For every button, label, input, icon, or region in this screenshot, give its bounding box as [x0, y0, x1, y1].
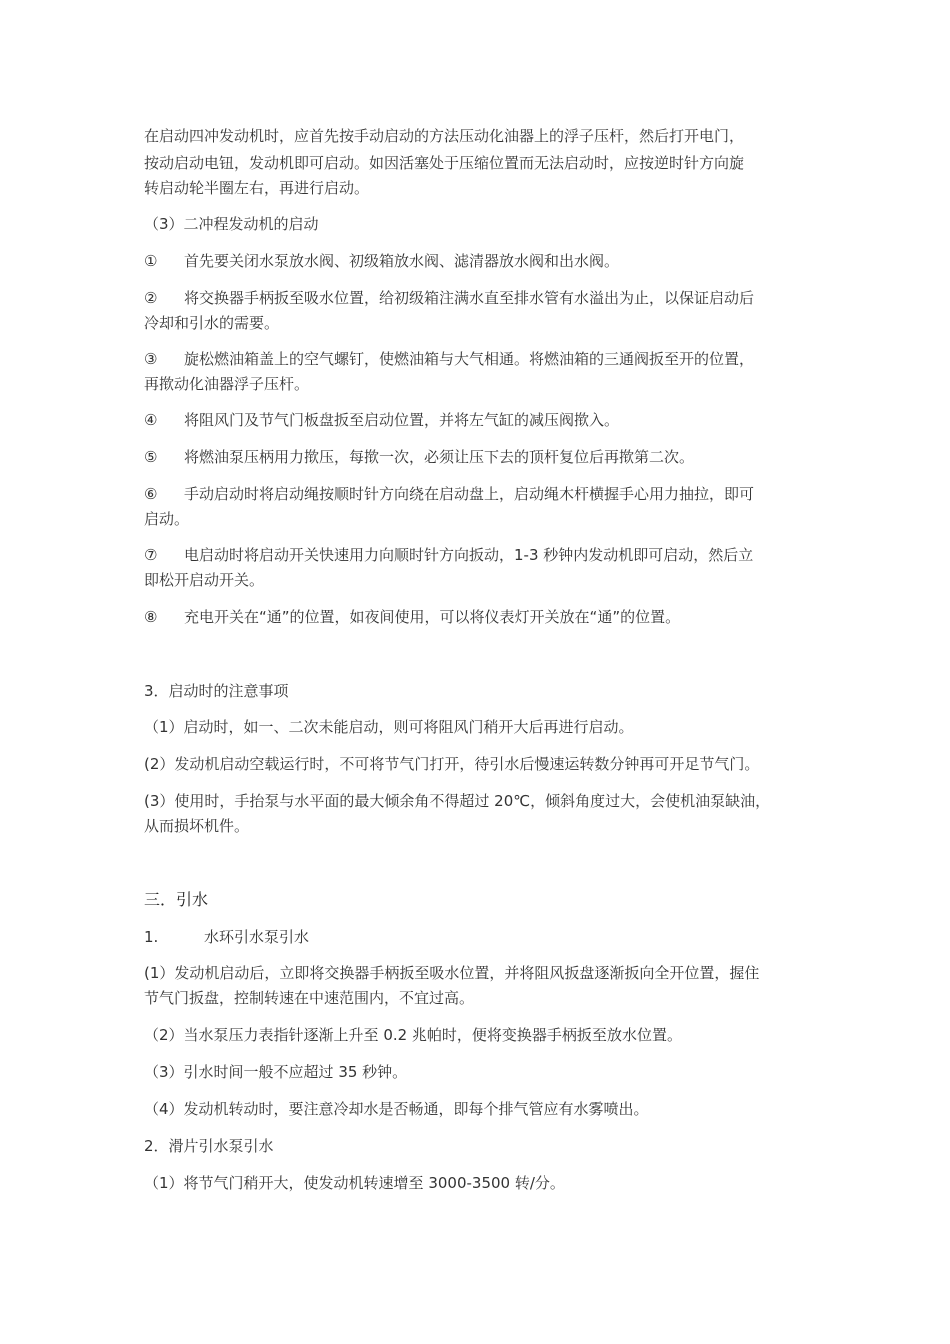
step-4: [144, 410, 814, 430]
step-text: 将交换器手柄扳至吸水位置，给初级箱注满水直至排水管有水溢出为止，以保证启动后: [184, 289, 755, 307]
step-text: 将燃油泵压柄用力揿压，每揿一次，必须让压下去的顶杆复位后再揿第二次。: [184, 448, 695, 466]
section-heading-two-stroke: （3）二冲程发动机的启动: [144, 215, 319, 233]
step-text: 手动启动时将启动绳按顺时针方向绕在启动盘上，启动绳木杆横握手心用力抽拉，即可: [184, 485, 755, 503]
step-number: ⑤: [144, 448, 158, 466]
step-2-cont: 冷却和引水的需要。: [144, 314, 280, 332]
step-number: ⑦: [144, 546, 158, 564]
intro-line-2: 按动启动电钮，发动机即可启动。如因活塞处于压缩位置而无法启动时，应按逆时针方向旋: [144, 154, 745, 172]
subsection-heading-sliding-vane: 2．滑片引水泵引水: [144, 1137, 274, 1155]
caution-3-cont: 从而损坏机件。: [144, 817, 250, 835]
step-number: ④: [144, 411, 158, 429]
step-7-cont: 即松开启动开关。: [144, 571, 265, 589]
caution-2: (2）发动机启动空载运行时，不可将节气门打开，待引水后慢速运转数分钟再可开足节气门。: [144, 755, 760, 773]
step-text: 首先要关闭水泵放水阀、初级箱放水阀、滤清器放水阀和出水阀。: [184, 252, 620, 270]
step-6-cont: 启动。: [144, 510, 190, 528]
section-heading-priming: 三．引水: [144, 890, 209, 909]
subsection-title: 水环引水泵引水: [204, 928, 310, 946]
step-number: ①: [144, 252, 158, 270]
priming-item-2: （2）当水泵压力表指针逐渐上升至 0.2 兆帕时，便将变换器手柄扳至放水位置。: [144, 1026, 682, 1044]
step-text: 将阻风门及节气门板盘扳至启动位置，并将左气缸的减压阀揿入。: [184, 411, 620, 429]
intro-line-3: 转启动轮半圈左右，再进行启动。: [144, 179, 370, 197]
subsection-number: 1.: [144, 928, 159, 946]
priming-item-1: (1）发动机启动后，立即将交换器手柄扳至吸水位置，并将阻风扳盘逐渐扳向全开位置，握住: [144, 964, 760, 982]
priming-item-1-cont: 节气门扳盘，控制转速在中速范围内，不宜过高。: [144, 989, 475, 1007]
sliding-vane-item-1: （1）将节气门稍开大，使发动机转速增至 3000-3500 转/分。: [144, 1174, 565, 1192]
step-1: [144, 251, 814, 271]
step-text: 电启动时将启动开关快速用力向顺时针方向扳动，1-3 秒钟内发动机即可启动，然后立: [184, 546, 754, 564]
caution-3: (3）使用时，手抬泵与水平面的最大倾余角不得超过 20℃，倾斜角度过大，会使机油泵缺油，: [144, 792, 771, 810]
subsection-heading-water-ring: [144, 927, 814, 947]
priming-item-3: （3）引水时间一般不应超过 35 秒钟。: [144, 1063, 408, 1081]
step-3: [144, 349, 814, 369]
step-number: ②: [144, 289, 158, 307]
section-heading-cautions: 3．启动时的注意事项: [144, 682, 289, 700]
step-3-cont: 再揿动化油器浮子压杆。: [144, 375, 310, 393]
step-text: 旋松燃油箱盖上的空气螺钉，使燃油箱与大气相通。将燃油箱的三通阀扳至开的位置，: [184, 350, 755, 368]
intro-line-1: 在启动四冲发动机时，应首先按手动启动的方法压动化油器上的浮子压杆，然后打开电门，: [144, 127, 745, 145]
step-8: [144, 607, 814, 627]
step-6: [144, 484, 814, 504]
caution-1: （1）启动时，如一、二次未能启动，则可将阻风门稍开大后再进行启动。: [144, 718, 634, 736]
priming-item-4: （4）发动机转动时，要注意冷却水是否畅通，即每个排气管应有水雾喷出。: [144, 1100, 649, 1118]
step-number: ③: [144, 350, 158, 368]
step-number: ⑥: [144, 485, 158, 503]
step-number: ⑧: [144, 608, 158, 626]
step-5: [144, 447, 814, 467]
step-7: [144, 545, 814, 565]
step-2: [144, 288, 814, 308]
step-text: 充电开关在“通”的位置，如夜间使用，可以将仪表灯开关放在“通”的位置。: [184, 608, 681, 626]
